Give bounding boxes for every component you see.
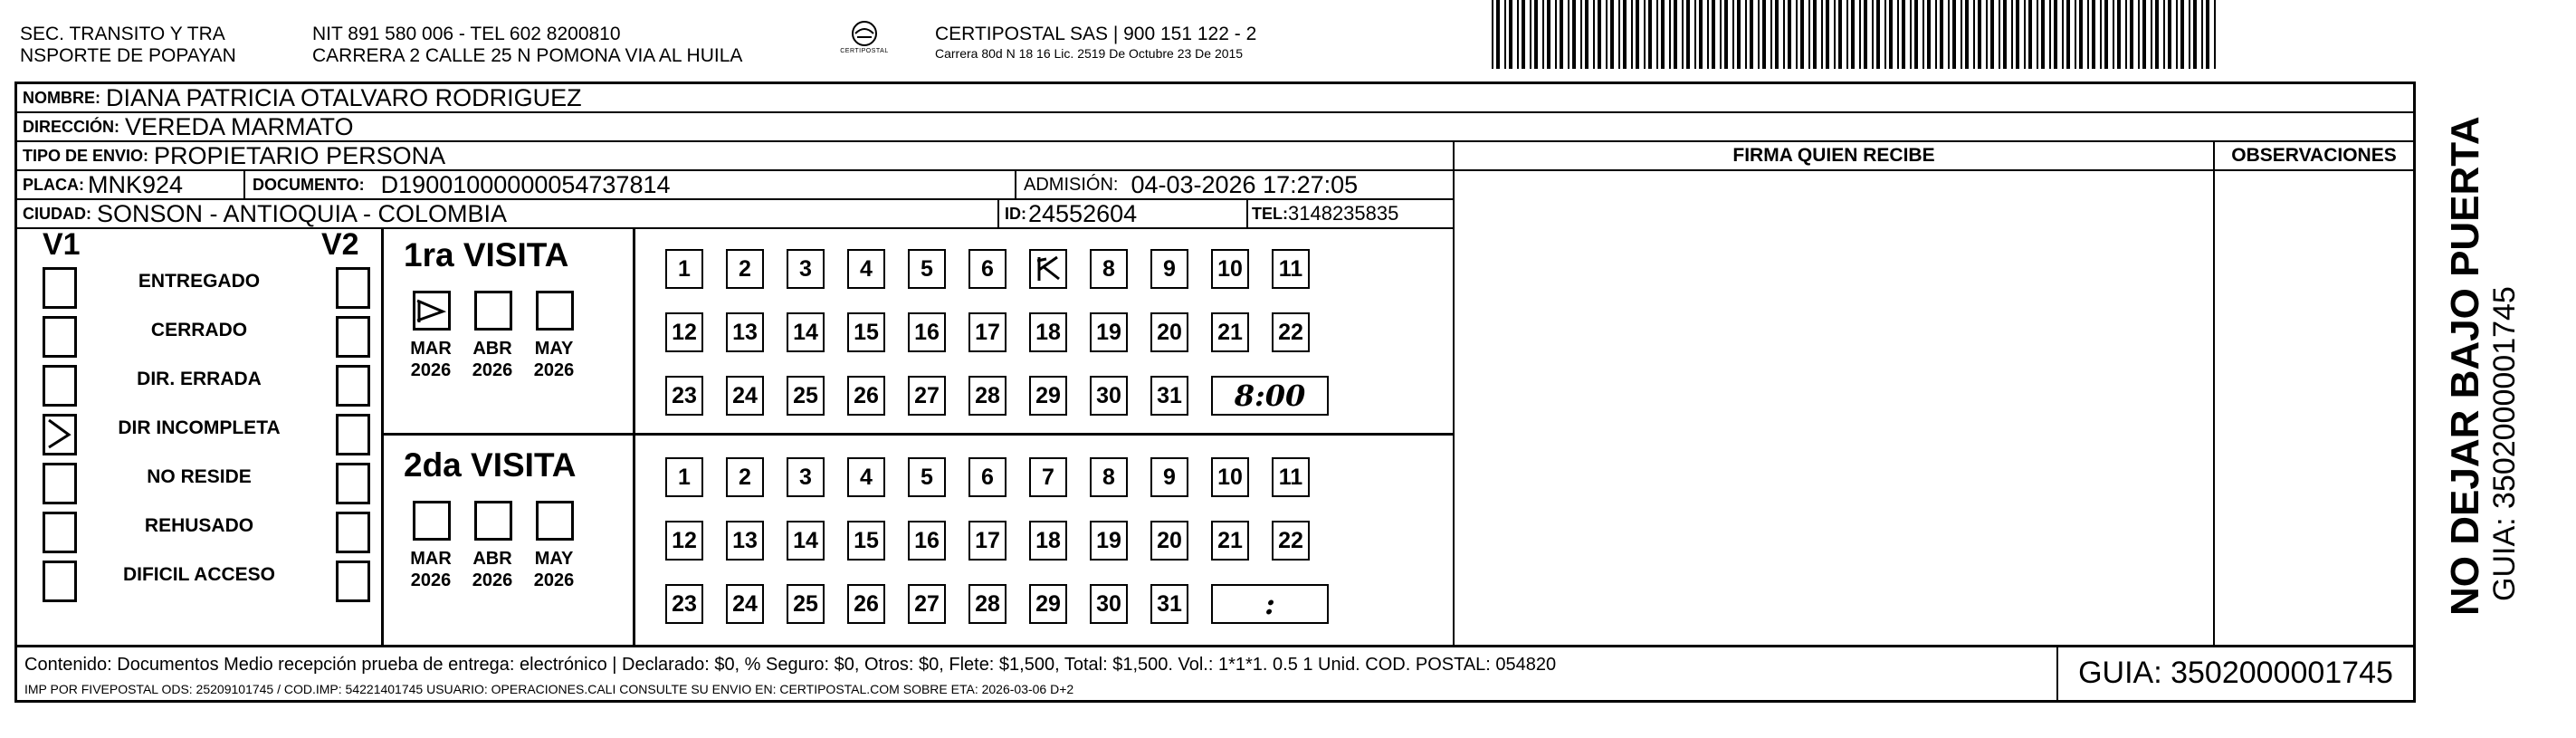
day-box[interactable]: 2: [726, 249, 764, 289]
tipo-row: [17, 142, 1453, 171]
day-box[interactable]: 1: [665, 457, 703, 497]
visit-divider: [633, 229, 635, 436]
status-option-label: DIFICIL ACCESO: [122, 564, 275, 585]
id-value: 24552604: [1028, 200, 1138, 227]
status-option-label: DIR. ERRADA: [137, 369, 262, 389]
barcode-bar: [1547, 0, 1550, 69]
admision-value: 04-03-2026 17:27:05: [1131, 171, 1359, 198]
day-box[interactable]: [1029, 249, 1067, 289]
sender-info: [312, 24, 742, 67]
day-box[interactable]: 20: [1150, 521, 1188, 561]
month-name: ABR: [472, 339, 512, 359]
barcode-bar: [1750, 0, 1753, 69]
barcode-bar: [1661, 0, 1665, 69]
barcode-bar: [1990, 0, 1994, 69]
month-checkbox[interactable]: [536, 291, 574, 331]
direccion-value: VEREDA MARMATO: [125, 113, 354, 140]
day-box[interactable]: 16: [908, 312, 946, 352]
barcode-bar: [1770, 0, 1772, 69]
barcode-bar: [2138, 0, 2140, 69]
day-box[interactable]: 23: [665, 584, 703, 624]
barcode-bar: [2176, 0, 2178, 69]
barcode-bar: [1504, 0, 1506, 69]
day-box[interactable]: 13: [726, 312, 764, 352]
month-year: 2026: [533, 570, 575, 590]
month-year: 2026: [410, 570, 452, 590]
barcode-bar: [2113, 0, 2114, 69]
barcode-bar: [1585, 0, 1589, 69]
barcode-bar: [1914, 0, 1918, 69]
day-box[interactable]: 31: [1150, 376, 1188, 416]
barcode-bar: [1961, 0, 1962, 69]
barcode-bar: [1808, 0, 1810, 69]
barcode-bar: [2180, 0, 2184, 69]
barcode-bar: [2075, 0, 2076, 69]
barcode-bar: [1610, 0, 1614, 69]
barcode-bar: [1580, 0, 1582, 69]
day-box[interactable]: 21: [1211, 521, 1249, 561]
barcode-bar: [1775, 0, 1779, 69]
barcode-bar: [2028, 0, 2032, 69]
direccion-label: DIRECCIÓN:: [23, 117, 119, 136]
month-label: [404, 338, 458, 381]
day-box[interactable]: 5: [908, 249, 946, 289]
day-box[interactable]: 19: [1090, 521, 1128, 561]
barcode-bar: [2151, 0, 2152, 69]
barcode-bar: [1935, 0, 1937, 69]
ciudad-label: CIUDAD:: [23, 204, 91, 223]
month-label: [465, 338, 520, 381]
barcode-bar: [1636, 0, 1639, 69]
barcode-bar: [1492, 0, 1493, 69]
sender-line-2: NSPORTE DE POPAYAN: [20, 45, 236, 66]
barcode-bar: [2100, 0, 2102, 69]
barcode-bar: [1821, 0, 1823, 69]
day-box[interactable]: 20: [1150, 312, 1188, 352]
barcode-bar: [1686, 0, 1690, 69]
day-box[interactable]: 9: [1150, 457, 1188, 497]
barcode-bar: [1826, 0, 1829, 69]
barcode-bar: [1598, 0, 1601, 69]
barcode-bar: [1872, 0, 1874, 69]
day-box[interactable]: 4: [847, 249, 885, 289]
barcode-bar: [1712, 0, 1715, 69]
barcode-bar: [1922, 0, 1924, 69]
time-box[interactable]: :: [1211, 584, 1329, 624]
barcode-bar: [1973, 0, 1975, 69]
barcode-bar: [2003, 0, 2007, 69]
side-guia: GUIA: 3502000001745: [2487, 286, 2522, 601]
month-checkbox[interactable]: [474, 501, 512, 541]
address-line: CARRERA 2 CALLE 25 N POMONA VIA AL HUILA: [312, 45, 743, 66]
barcode-bar: [2041, 0, 2045, 69]
barcode-bar: [1851, 0, 1855, 69]
barcode-bar: [1859, 0, 1861, 69]
barcode-bar: [1656, 0, 1658, 69]
day-box[interactable]: 21: [1211, 312, 1249, 352]
month-checkbox[interactable]: [536, 501, 574, 541]
day-box[interactable]: 26: [847, 376, 885, 416]
day-box[interactable]: 8: [1090, 249, 1128, 289]
id-cell: [997, 200, 1137, 227]
company-address: Carrera 80d N 18 16 Lic. 2519 De Octubre 23 De 2015: [935, 46, 1244, 61]
footer-content-line: Contenido: Documentos Medio recepción prueba de entrega: electrónico | Declarado: $0, % Seguro: $0, Otros: $0, Flete: $1,500, Total: $1,500. Vol.: 1*1*1. 0.5 1 Unid. COD. POSTAL: 054820: [24, 655, 1557, 675]
day-box[interactable]: 5: [908, 457, 946, 497]
firma-area[interactable]: [1455, 171, 2213, 645]
v2-checkbox[interactable]: [336, 463, 370, 504]
documento-cell: [243, 171, 671, 198]
logo-text: CERTIPOSTAL: [840, 48, 889, 54]
ciudad-row: [17, 200, 1453, 229]
day-box[interactable]: 27: [908, 584, 946, 624]
barcode-bar: [2066, 0, 2070, 69]
day-box[interactable]: 30: [1090, 584, 1128, 624]
barcode-bar: [2206, 0, 2209, 69]
barcode-bar: [2087, 0, 2089, 69]
barcode-bar: [1568, 0, 1569, 69]
v2-checkbox[interactable]: [336, 316, 370, 358]
barcode-bar: [2201, 0, 2203, 69]
ciudad-cell: [23, 200, 507, 227]
placa-cell: [23, 171, 183, 198]
day-box[interactable]: 28: [968, 376, 1007, 416]
day-box[interactable]: 17: [968, 312, 1007, 352]
barcode-bar: [2011, 0, 2013, 69]
second-visit-title: 2da VISITA: [404, 446, 577, 484]
placa-label: PLACA:: [23, 175, 84, 194]
month-checkbox[interactable]: [474, 291, 512, 331]
barcode-bar: [2092, 0, 2095, 69]
day-box[interactable]: 28: [968, 584, 1007, 624]
barcode-bar: [1509, 0, 1512, 69]
status-section: [17, 229, 384, 645]
day-box[interactable]: 30: [1090, 376, 1128, 416]
v2-label: V2: [321, 227, 359, 262]
barcode-bar: [2142, 0, 2146, 69]
footer-guia: GUIA: 3502000001745: [2056, 647, 2413, 700]
barcode-bar: [1783, 0, 1785, 69]
barcode-bar: [1796, 0, 1798, 69]
firma-header: FIRMA QUIEN RECIBE: [1455, 142, 2213, 171]
checkmark-icon: [45, 417, 74, 453]
day-box[interactable]: 9: [1150, 249, 1188, 289]
sender-line-1: SEC. TRANSITO Y TRA: [20, 24, 225, 44]
month-label: [404, 548, 458, 591]
tipo-value: PROPIETARIO PERSONA: [154, 142, 446, 169]
barcode-bar: [2163, 0, 2165, 69]
barcode-bar: [1560, 0, 1563, 69]
side-title: NO DEJAR BAJO PUERTA: [2443, 116, 2487, 616]
documento-value: D19001000000054737814: [380, 171, 671, 198]
barcode-bar: [1846, 0, 1848, 69]
barcode-bar: [2062, 0, 2064, 69]
barcode-bar: [1572, 0, 1576, 69]
certipostal-logo: [833, 20, 896, 54]
day-box[interactable]: 12: [665, 521, 703, 561]
day-box[interactable]: 19: [1090, 312, 1128, 352]
barcode-bar: [1884, 0, 1886, 69]
barcode-bar: [1669, 0, 1671, 69]
barcode-bar: [2104, 0, 2108, 69]
barcode-bar: [1876, 0, 1880, 69]
day-mark-icon: [1034, 254, 1063, 284]
day-box[interactable]: 26: [847, 584, 885, 624]
month-name: MAY: [534, 339, 574, 359]
day-box[interactable]: 25: [787, 376, 825, 416]
barcode-bar: [2189, 0, 2190, 69]
tel-label: TEL:: [1252, 204, 1288, 223]
day-box[interactable]: 15: [847, 521, 885, 561]
barcode-bar: [2016, 0, 2019, 69]
barcode-bar: [1623, 0, 1627, 69]
barcode-bar: [1940, 0, 1943, 69]
month-name: MAR: [410, 339, 452, 359]
barcode-bar: [1517, 0, 1519, 69]
v2-checkbox[interactable]: [336, 267, 370, 309]
direccion-row: [17, 113, 2413, 142]
barcode-bar: [2155, 0, 2159, 69]
barcode-bar: [1910, 0, 1912, 69]
barcode-bar: [2117, 0, 2121, 69]
month-year: 2026: [533, 360, 575, 380]
month-year: 2026: [410, 360, 452, 380]
placa-row: [17, 171, 1453, 200]
day-box[interactable]: 3: [787, 249, 825, 289]
month-mark-icon: [415, 293, 448, 328]
barcode-bar: [1674, 0, 1677, 69]
first-visit-section: [384, 229, 1453, 436]
month-label: [527, 338, 581, 381]
company-line: CERTIPOSTAL SAS | 900 151 122 - 2: [935, 24, 1257, 44]
day-box[interactable]: 24: [726, 584, 764, 624]
observaciones-area[interactable]: [2215, 171, 2413, 645]
barcode-bar: [2037, 0, 2038, 69]
footer-divider: [17, 645, 2413, 647]
day-box[interactable]: 16: [908, 521, 946, 561]
day-box[interactable]: 11: [1272, 249, 1310, 289]
barcode-bar: [1978, 0, 1981, 69]
day-box[interactable]: 6: [968, 249, 1007, 289]
placa-value: MNK924: [88, 171, 184, 198]
day-box[interactable]: 18: [1029, 312, 1067, 352]
month-label: [465, 548, 520, 591]
v2-checkbox[interactable]: [336, 365, 370, 407]
month-name: MAR: [410, 549, 452, 569]
barcode-bar: [1762, 0, 1766, 69]
barcode-bar: [1707, 0, 1709, 69]
day-box[interactable]: 22: [1272, 312, 1310, 352]
visit-divider-2: [633, 436, 635, 645]
barcode-bar: [2168, 0, 2171, 69]
barcode-bar: [1496, 0, 1500, 69]
barcode-bar: [2079, 0, 2083, 69]
day-box[interactable]: 14: [787, 312, 825, 352]
v2-checkbox[interactable]: [336, 414, 370, 455]
barcode-bar: [1618, 0, 1620, 69]
month-checkbox[interactable]: [413, 501, 451, 541]
barcode-bar: [1927, 0, 1931, 69]
nombre-value: DIANA PATRICIA OTALVARO RODRIGUEZ: [106, 84, 582, 111]
admision-label: ADMISIÓN:: [1024, 174, 1119, 195]
month-checkbox[interactable]: [413, 291, 451, 331]
barcode-bar: [1897, 0, 1899, 69]
month-name: ABR: [472, 549, 512, 569]
time-box[interactable]: 8:00: [1211, 376, 1329, 416]
day-box[interactable]: 12: [665, 312, 703, 352]
admision-cell: [1015, 171, 1358, 198]
barcode-bar: [1952, 0, 1956, 69]
day-box[interactable]: 6: [968, 457, 1007, 497]
barcode-bar: [1745, 0, 1747, 69]
day-box[interactable]: 23: [665, 376, 703, 416]
barcode-bar: [2130, 0, 2133, 69]
day-box[interactable]: 10: [1211, 457, 1249, 497]
barcode-bar: [1682, 0, 1684, 69]
day-box[interactable]: 7: [1029, 457, 1067, 497]
barcode-bar: [1699, 0, 1703, 69]
barcode-bar: [1889, 0, 1893, 69]
barcode-bar: [1606, 0, 1608, 69]
second-visit-section: [384, 436, 1453, 645]
barcode-bar: [1522, 0, 1525, 69]
barcode-bar: [2214, 0, 2216, 69]
barcode-bar: [2125, 0, 2127, 69]
status-option-label: REHUSADO: [144, 515, 254, 536]
logo-icon: [846, 20, 883, 47]
tel-cell: [1246, 200, 1398, 227]
sender-name: [20, 24, 236, 67]
barcode-bar: [1965, 0, 1969, 69]
nombre-row: [17, 84, 2413, 113]
month-year: 2026: [472, 360, 513, 380]
day-box[interactable]: 13: [726, 521, 764, 561]
v2-checkbox[interactable]: [336, 512, 370, 553]
day-box[interactable]: 4: [847, 457, 885, 497]
barcode-bar: [1758, 0, 1760, 69]
footer-imp-line: IMP POR FIVEPOSTAL ODS: 25209101745 / COD.IMP: 54221401745 USUARIO: OPERACIONES.CALI CONSULTE SU ENVIO EN: CERTIPOSTAL.COM SOBRE ETA: 2026-03-06 D+2: [24, 682, 1074, 696]
barcode-bar: [2024, 0, 2026, 69]
ciudad-value: SONSON - ANTIOQUIA - COLOMBIA: [97, 200, 508, 227]
barcode-bar: [1694, 0, 1696, 69]
status-option-label: ENTREGADO: [138, 271, 261, 292]
barcode-bar: [1648, 0, 1652, 69]
barcode-bar: [1593, 0, 1595, 69]
barcode-bar: [1999, 0, 2000, 69]
day-box[interactable]: 14: [787, 521, 825, 561]
delivery-form: [14, 81, 2416, 703]
month-year: 2026: [472, 570, 513, 590]
barcode-bar: [1724, 0, 1728, 69]
month-label: [527, 548, 581, 591]
barcode-bar: [1737, 0, 1741, 69]
nit-line: NIT 891 580 006 - TEL 602 8200810: [312, 24, 621, 44]
status-option-label: DIR INCOMPLETA: [118, 417, 281, 438]
v2-checkbox[interactable]: [336, 561, 370, 602]
day-box[interactable]: 17: [968, 521, 1007, 561]
barcode-bar: [2054, 0, 2057, 69]
day-box[interactable]: 18: [1029, 521, 1067, 561]
barcode-bar: [1720, 0, 1722, 69]
company-info: [935, 24, 1256, 62]
day-box[interactable]: 29: [1029, 584, 1067, 624]
barcode-bar: [1986, 0, 1988, 69]
barcode-bar: [1644, 0, 1646, 69]
day-box[interactable]: 11: [1272, 457, 1310, 497]
tel-value: 3148235835: [1288, 202, 1399, 225]
id-label: ID:: [1005, 204, 1026, 223]
v1-label: V1: [43, 227, 81, 262]
day-box[interactable]: 10: [1211, 249, 1249, 289]
barcode-bar: [1800, 0, 1804, 69]
barcode-bar: [2193, 0, 2197, 69]
day-box[interactable]: 3: [787, 457, 825, 497]
barcode-bar: [1732, 0, 1734, 69]
day-box[interactable]: 27: [908, 376, 946, 416]
day-box[interactable]: 25: [787, 584, 825, 624]
barcode-bar: [1555, 0, 1557, 69]
barcode-bar: [1788, 0, 1791, 69]
observaciones-header: OBSERVACIONES: [2215, 142, 2413, 171]
day-box[interactable]: 22: [1272, 521, 1310, 561]
barcode-bar: [2049, 0, 2051, 69]
status-option-label: CERRADO: [150, 320, 248, 340]
barcode-bar: [1948, 0, 1950, 69]
barcode-bar: [1631, 0, 1633, 69]
barcode-bar: [1813, 0, 1817, 69]
day-box[interactable]: 2: [726, 457, 764, 497]
day-box[interactable]: 31: [1150, 584, 1188, 624]
barcode-bar: [1834, 0, 1836, 69]
month-name: MAY: [534, 549, 574, 569]
barcode-bar: [1902, 0, 1905, 69]
nombre-label: NOMBRE:: [23, 88, 100, 107]
day-box[interactable]: 24: [726, 376, 764, 416]
barcode-bar: [1864, 0, 1867, 69]
day-box[interactable]: 15: [847, 312, 885, 352]
documento-label: DOCUMENTO:: [253, 175, 365, 194]
status-option-label: NO RESIDE: [147, 466, 252, 487]
barcode: [1492, 0, 2220, 69]
day-box[interactable]: 8: [1090, 457, 1128, 497]
day-box[interactable]: 29: [1029, 376, 1067, 416]
first-visit-title: 1ra VISITA: [404, 236, 569, 273]
barcode-bar: [1530, 0, 1531, 69]
barcode-bar: [1534, 0, 1538, 69]
day-box[interactable]: 1: [665, 249, 703, 289]
tipo-label: TIPO DE ENVIO:: [23, 146, 149, 165]
barcode-bar: [1542, 0, 1544, 69]
barcode-bar: [1838, 0, 1842, 69]
